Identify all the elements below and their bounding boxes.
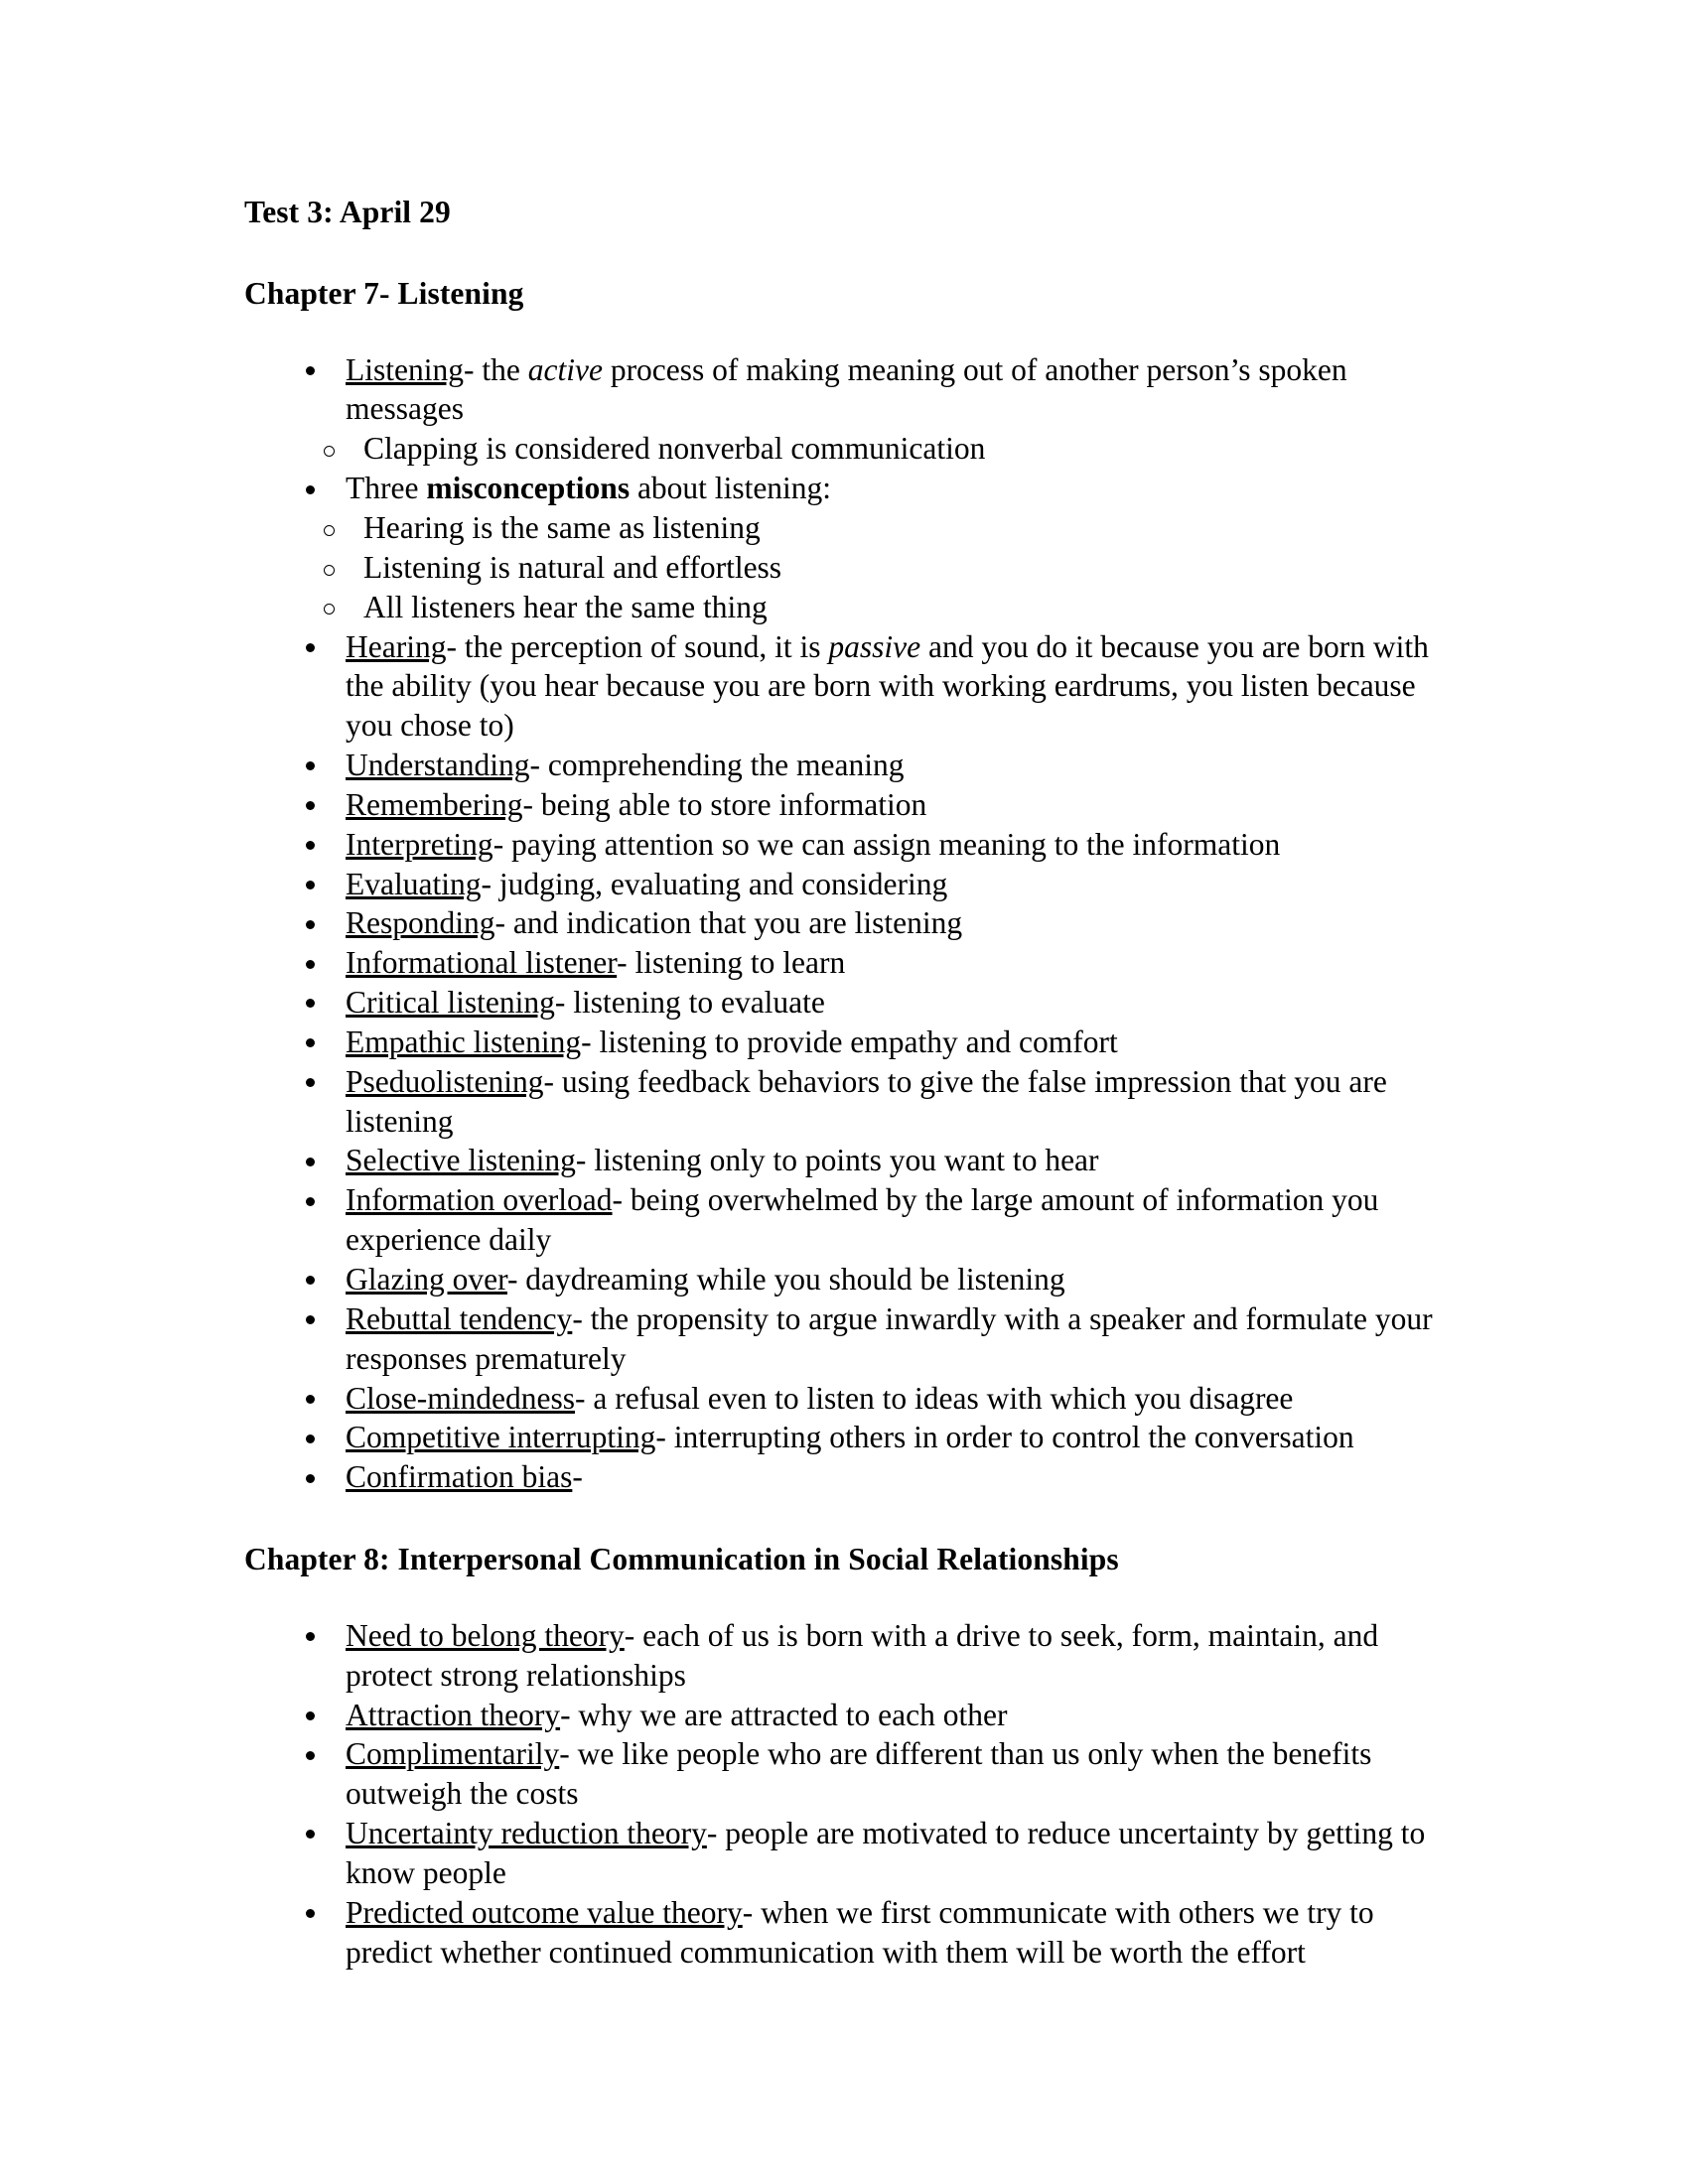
- bullet-dot-icon: [306, 1632, 315, 1641]
- item-text-rest: - the propensity to argue inwardly with a speaker and formulate your responses prematurely: [346, 1300, 1433, 1376]
- list-item-text: [346, 1816, 1425, 1890]
- item-text-mid: - the perception of sound, it is: [446, 628, 829, 664]
- list-item: [284, 943, 1460, 983]
- list-item: [284, 1616, 1460, 1696]
- item-text-rest: -: [572, 1459, 583, 1495]
- italic-emphasis: passive: [828, 628, 921, 664]
- sub-list-container: [244, 429, 1460, 469]
- item-text-rest: - why we are attracted to each other: [560, 1697, 1008, 1732]
- item-text-rest: - using feedback behaviors to give the false impression that you are listening: [346, 1063, 1387, 1139]
- bullet-dot-icon: [306, 1038, 315, 1047]
- item-text-rest: - and indication that you are listening: [494, 905, 963, 941]
- bullet-dot-icon: [306, 999, 315, 1008]
- bullet-dot-icon: [306, 1197, 315, 1206]
- bullet-dot-icon: [306, 1158, 315, 1166]
- item-text-rest: process of making meaning out of another person’s spoken messages: [346, 351, 1347, 427]
- item-text-mid: - the: [464, 351, 528, 387]
- list-item: [284, 865, 1460, 904]
- list-item-text: [346, 1064, 1387, 1139]
- bullet-dot-icon: [306, 1909, 315, 1918]
- key-term: Hearing: [346, 628, 447, 664]
- bullet-dot-icon: [306, 1315, 315, 1324]
- item-text-rest: - people are motivated to reduce uncertainty by getting to know people: [346, 1816, 1426, 1890]
- item-text-rest: and you do it because you are born with the ability (you hear because you are born with working eardrums, you listen because you chose to): [346, 628, 1429, 744]
- key-term: Rebuttal tendency: [346, 1300, 573, 1336]
- list-item-text: [346, 1736, 1371, 1811]
- item-text-rest: - being overwhelmed by the large amount of information you experience daily: [346, 1182, 1379, 1258]
- sub-list-item-text: Listening is natural and effortless: [363, 549, 782, 585]
- item-text-rest: - listening to evaluate: [554, 985, 825, 1021]
- key-term: Informational listener: [346, 945, 618, 981]
- sub-list: [244, 429, 1460, 469]
- bullet-dot-icon: [306, 1830, 315, 1839]
- bullet-dot-icon: [306, 761, 315, 770]
- sub-list-item: [302, 588, 1460, 627]
- key-term: Information overload: [346, 1182, 613, 1218]
- list-item: [284, 1734, 1460, 1814]
- bullet-dot-icon: [306, 1434, 315, 1443]
- list-item: [284, 627, 1460, 747]
- key-term: Pseduolistening: [346, 1063, 544, 1099]
- item-text-rest: - when we first communicate with others we try to predict whether continued communication with them will be worth the effort: [346, 1894, 1374, 1970]
- list-item-text: [346, 748, 904, 782]
- key-term: Attraction theory: [346, 1697, 561, 1732]
- bullet-circle-icon: [324, 446, 335, 457]
- key-term: Predicted outcome value theory: [346, 1894, 743, 1930]
- list-item: [284, 1418, 1460, 1457]
- list-item: [284, 1457, 1460, 1497]
- list-item-text: [346, 1301, 1433, 1376]
- list-item: [284, 983, 1460, 1023]
- list-item-text: [346, 787, 926, 822]
- bullet-dot-icon: [306, 801, 315, 810]
- bullet-dot-icon: [306, 1751, 315, 1760]
- list-item-text: [346, 1381, 1293, 1416]
- bullet-dot-icon: [306, 920, 315, 929]
- list-item-text: [346, 1895, 1374, 1970]
- list-item: [284, 1180, 1460, 1260]
- sub-list-item-text: All listeners hear the same thing: [363, 589, 768, 624]
- list-item-text: [346, 1024, 1118, 1059]
- item-text-rest: - judging, evaluating and considering: [481, 866, 948, 901]
- item-text-rest: - interrupting others in order to control the conversation: [655, 1420, 1354, 1455]
- chapter-8-list: [244, 1616, 1460, 1973]
- key-term: Complimentarily: [346, 1736, 560, 1772]
- list-item: [284, 469, 1460, 508]
- item-text-rest: - listening to learn: [617, 945, 846, 981]
- bullet-dot-icon: [306, 1711, 315, 1720]
- sub-list-item: [302, 508, 1460, 548]
- sub-list-item: [302, 548, 1460, 588]
- key-term: Close-mindedness: [346, 1380, 575, 1416]
- list-item-text: [346, 827, 1280, 862]
- list-item: [284, 1023, 1460, 1062]
- chapter-8-heading: Chapter 8: Interpersonal Communication in Social Relationships: [244, 1542, 1119, 1577]
- bullet-dot-icon: [306, 1395, 315, 1404]
- list-item-text: [346, 1182, 1378, 1257]
- key-term: Evaluating: [346, 866, 482, 901]
- bullet-dot-icon: [306, 1276, 315, 1285]
- list-item-text: [346, 1618, 1378, 1693]
- list-item-text: [346, 945, 845, 980]
- list-item-text: [346, 1459, 583, 1494]
- list-item-text: [346, 1420, 1354, 1454]
- list-item: [284, 1141, 1460, 1180]
- list-item-text: [346, 1143, 1099, 1177]
- list-item: [284, 1379, 1460, 1419]
- key-term: Understanding: [346, 748, 530, 783]
- sub-list: [244, 508, 1460, 627]
- list-item: [284, 1814, 1460, 1893]
- key-term: Uncertainty reduction theory: [346, 1816, 707, 1851]
- bold-emphasis: misconceptions: [426, 471, 631, 506]
- list-item: [284, 1893, 1460, 1973]
- item-text-rest: - daydreaming while you should be listening: [506, 1262, 1065, 1297]
- list-item: [284, 1696, 1460, 1735]
- list-item: [284, 825, 1460, 865]
- key-term: Need to belong theory: [346, 1617, 625, 1653]
- key-term: Interpreting: [346, 826, 493, 862]
- list-item: [284, 746, 1460, 785]
- page-title: Test 3: April 29: [244, 195, 451, 229]
- list-item-text: [346, 352, 1347, 427]
- item-text-rest: - comprehending the meaning: [529, 748, 905, 783]
- list-item-text: [346, 905, 962, 940]
- sub-list-item: [302, 429, 1460, 469]
- key-term: Competitive interrupting: [346, 1420, 656, 1455]
- item-text-rest: - a refusal even to listen to ideas with which you disagree: [574, 1380, 1294, 1416]
- key-term: Listening: [346, 351, 464, 387]
- bullet-dot-icon: [306, 841, 315, 850]
- sub-list-item-text: Hearing is the same as listening: [363, 509, 761, 545]
- chapter-7-list: [244, 350, 1460, 1497]
- bullet-dot-icon: [306, 485, 315, 494]
- item-text-prefix: Three: [346, 471, 427, 506]
- bullet-dot-icon: [306, 1474, 315, 1483]
- key-term: Remembering: [346, 786, 523, 822]
- sub-list-item-text: Clapping is considered nonverbal communication: [363, 431, 986, 467]
- key-term: Selective listening: [346, 1143, 576, 1178]
- bullet-dot-icon: [306, 960, 315, 969]
- bullet-circle-icon: [324, 604, 335, 614]
- list-item: [284, 785, 1460, 825]
- item-text-rest: - being able to store information: [522, 786, 927, 822]
- item-text-rest: - paying attention so we can assign meaning to the information: [492, 826, 1281, 862]
- list-item: [284, 350, 1460, 430]
- key-term: Responding: [346, 905, 495, 941]
- list-item-text: [346, 629, 1429, 744]
- chapter-7-heading: Chapter 7- Listening: [244, 275, 524, 311]
- key-term: Critical listening: [346, 985, 555, 1021]
- list-item-text: [346, 867, 947, 901]
- list-item-text: [346, 985, 825, 1020]
- list-item: [284, 1062, 1460, 1142]
- bullet-dot-icon: [306, 881, 315, 889]
- bullet-dot-icon: [306, 643, 315, 652]
- key-term: Confirmation bias: [346, 1459, 573, 1495]
- italic-emphasis: active: [527, 351, 603, 387]
- item-text-rest: - listening only to points you want to hear: [575, 1143, 1099, 1178]
- sub-list-container: [244, 508, 1460, 627]
- item-text-rest: - listening to provide empathy and comfort: [581, 1024, 1118, 1059]
- key-term: Glazing over: [346, 1262, 507, 1297]
- list-item-text: [346, 471, 831, 505]
- item-text-rest: - each of us is born with a drive to seek, form, maintain, and protect strong relationships: [346, 1617, 1379, 1693]
- list-item: [284, 903, 1460, 943]
- item-text-rest: - we like people who are different than us only when the benefits outweigh the costs: [346, 1736, 1372, 1812]
- bullet-dot-icon: [306, 1078, 315, 1087]
- list-item-text: [346, 1262, 1065, 1297]
- item-text-rest: about listening:: [630, 471, 832, 506]
- list-item: [284, 1299, 1460, 1379]
- bullet-dot-icon: [306, 366, 315, 375]
- key-term: Empathic listening: [346, 1024, 582, 1059]
- list-item: [284, 1260, 1460, 1299]
- list-item-text: [346, 1698, 1007, 1732]
- bullet-circle-icon: [324, 565, 335, 576]
- bullet-circle-icon: [324, 525, 335, 536]
